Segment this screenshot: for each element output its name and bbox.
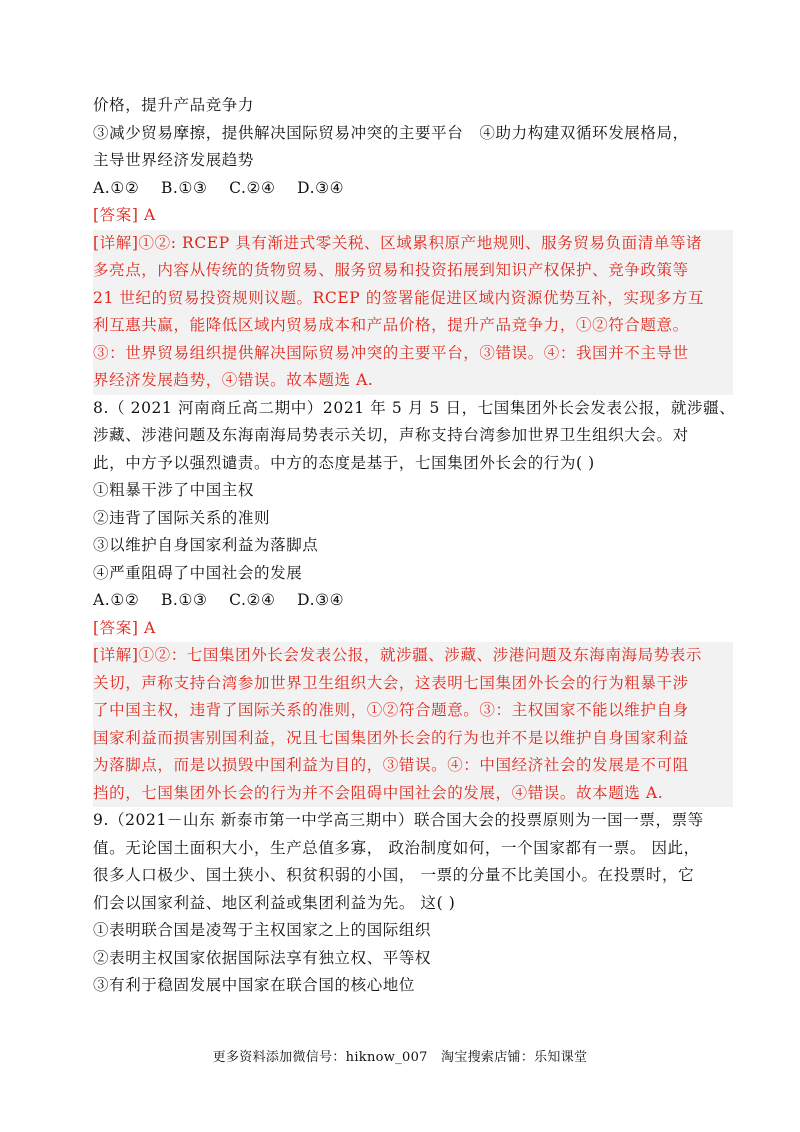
explanation-line: 21 世纪的贸易投资规则议题。RCEP 的签署能促进区域内资源优势互补，实现多方互: [93, 285, 733, 313]
text-line: 价格，提升产品竞争力: [93, 96, 255, 114]
text-line: 主导世界经济发展趋势: [93, 151, 255, 169]
explanation-line: [详解]①②: RCEP 具有渐进式零关税、区域累积原产地规则、服务贸易负面清单等诸: [93, 230, 733, 258]
text-line: 8.（ 2021 河南商丘高二期中）2021 年 5 月 5 日，七国集团外长会发表公报，就涉疆、: [93, 398, 736, 417]
explanation-line: 为落脚点，而是以损毁中国利益为目的，③错误。④：中国经济社会的发展是不可阻: [93, 752, 733, 780]
document-body: [93, 92, 736, 1000]
text-line: ③减少贸易摩擦，提供解决国际贸易冲突的主要平台 ④助力构建双循环发展格局，: [93, 123, 689, 142]
explanation-line: 利互惠共赢，能降低区域内贸易成本和产品价格，提升产品竞争力，①②符合题意。: [93, 312, 733, 340]
text-line: 值。无论国土面积大小，生产总值多寡， 政治制度如何，一个国家都有一票。 因此，: [93, 838, 700, 857]
explanation-line: 了中国主权，违背了国际关系的准则，①②符合题意。③：主权国家不能以维护自身: [93, 697, 733, 725]
text-line: A.①② B.①③ C.②④ D.③④: [93, 591, 345, 609]
text-line: 们会以国家利益、地区利益或集团利益为先。 这( ): [93, 893, 456, 912]
text-line: ③以维护自身国家利益为落脚点: [93, 536, 319, 554]
explanation-line: 挡的，七国集团外长会的行为并不会阻碍中国社会的发展，④错误。故本题选 A.: [93, 780, 733, 808]
explanation-line: 国家利益而损害别国利益，况且七国集团外长会的行为也并不是以维护自身国家利益: [93, 725, 733, 753]
answer-line: [答案] A: [93, 206, 156, 224]
text-line: 此，中方予以强烈谴责。中方的态度是基于，七国集团外长会的行为( ): [93, 453, 595, 472]
text-line: ④严重阻碍了中国社会的发展: [93, 563, 303, 582]
answer-line: [答案] A: [93, 618, 156, 637]
page-footer: 更多资料添加微信号：hiknow_007 淘宝搜索店铺：乐知课堂: [212, 1050, 588, 1065]
text-line: ②违背了国际关系的准则: [93, 508, 271, 527]
text-line: 很多人口极少、国土狭小、积贫积弱的小国， 一票的分量不比美国小。在投票时，它: [93, 866, 695, 884]
text-line: ②表明主权国家依据国际法享有独立权、平等权: [93, 948, 432, 967]
explanation-line: 关切，声称支持台湾参加世界卫生组织大会，这表明七国集团外长会的行为粗暴干涉: [93, 670, 733, 698]
explanation-line: 多亮点，内容从传统的货物贸易、服务贸易和投资拓展到知识产权保护、竞争政策等: [93, 257, 733, 285]
explanation-line: [详解]①②：七国集团外长会发表公报，就涉疆、涉藏、涉港问题及东海南海局势表示: [93, 642, 733, 670]
text-line: ①表明联合国是凌驾于主权国家之上的国际组织: [93, 921, 432, 939]
text-line: 涉藏、涉港问题及东海南海局势表示关切，声称支持台湾参加世界卫生组织大会。对: [93, 426, 689, 444]
explanation-line: 界经济发展趋势，④错误。故本题选 A.: [93, 367, 733, 395]
text-line: ①粗暴干涉了中国主权: [93, 481, 255, 499]
text-line: A.①② B.①③ C.②④ D.③④: [93, 178, 345, 197]
text-line: ③有利于稳固发展中国家在联合国的核心地位: [93, 976, 416, 994]
explanation-line: ③：世界贸易组织提供解决国际贸易冲突的主要平台，③错误。④：我国并不主导世: [93, 340, 733, 368]
text-line: 9.（2021－山东 新泰市第一中学高三期中）联合国大会的投票原则为一国一票，票等: [93, 811, 704, 829]
